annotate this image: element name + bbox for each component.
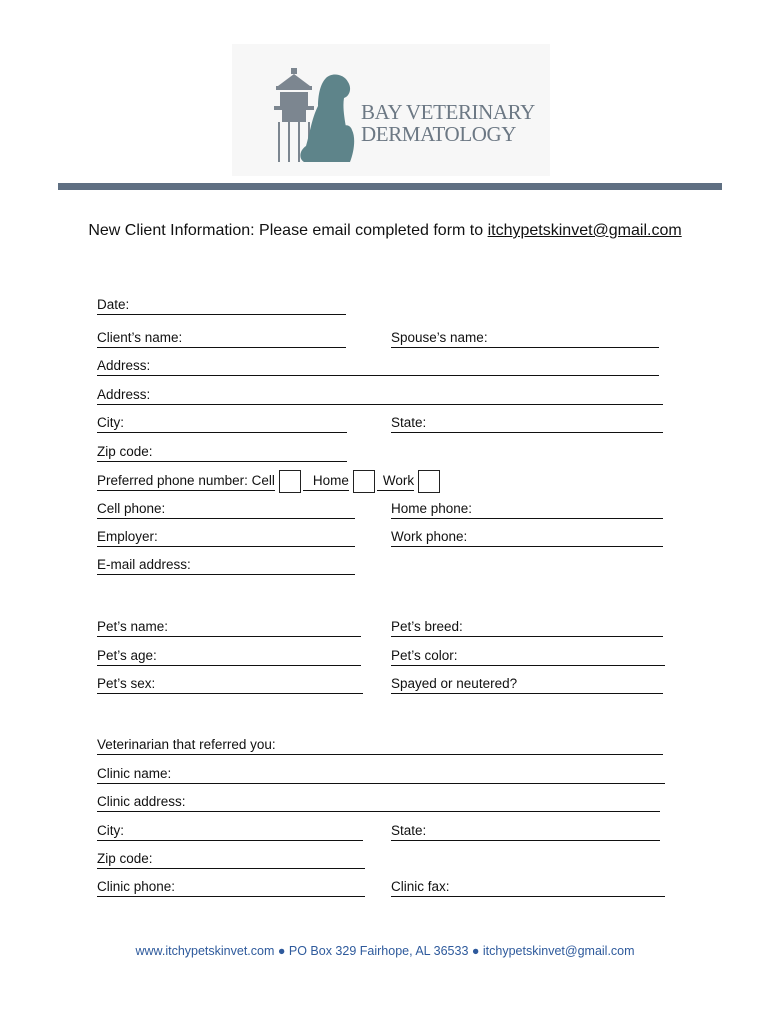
header-divider	[58, 183, 722, 190]
title-email-link[interactable]: itchypetskinvet@gmail.com	[487, 222, 682, 239]
home-checkbox[interactable]	[353, 470, 375, 493]
clinic-zip-field[interactable]: Zip code:	[97, 851, 365, 869]
clinic-state-field[interactable]: State:	[391, 823, 660, 841]
home-phone-field[interactable]: Home phone:	[391, 501, 663, 519]
clients-name-field[interactable]: Client’s name:	[97, 330, 346, 348]
clinic-address-field[interactable]: Clinic address:	[97, 794, 660, 812]
address-2-field[interactable]: Address:	[97, 387, 663, 405]
clinic-fax-field[interactable]: Clinic fax:	[391, 879, 665, 897]
referring-vet-field[interactable]: Veterinarian that referred you:	[97, 737, 663, 755]
clinic-city-field[interactable]: City:	[97, 823, 363, 841]
clinic-phone-field[interactable]: Clinic phone:	[97, 879, 365, 897]
cell-checkbox[interactable]	[279, 470, 301, 493]
logo-wordmark	[361, 101, 535, 145]
pet-breed-field[interactable]: Pet’s breed:	[391, 619, 663, 637]
page-title	[0, 222, 770, 240]
spayed-neutered-field[interactable]: Spayed or neutered?	[391, 676, 663, 694]
footer-contact: www.itchypetskinvet.com ● PO Box 329 Fairhope, AL 36533 ● itchypetskinvet@gmail.com	[135, 944, 635, 958]
work-checkbox[interactable]	[418, 470, 440, 493]
preferred-phone-row	[97, 470, 442, 491]
logo-line-1: BAY VETERINARY	[361, 100, 535, 124]
logo-line-2: DERMATOLOGY	[361, 122, 517, 146]
city-field[interactable]: City:	[97, 415, 347, 433]
home-label: Home	[303, 473, 349, 491]
pet-color-field[interactable]: Pet’s color:	[391, 648, 665, 666]
state-field[interactable]: State:	[391, 415, 663, 433]
pet-sex-field[interactable]: Pet’s sex:	[97, 676, 363, 694]
work-label: Work	[377, 473, 414, 491]
pet-age-field[interactable]: Pet’s age:	[97, 648, 361, 666]
clinic-name-field[interactable]: Clinic name:	[97, 766, 665, 784]
employer-field[interactable]: Employer:	[97, 529, 355, 547]
date-field[interactable]: Date:	[97, 297, 346, 315]
zip-code-field[interactable]: Zip code:	[97, 444, 347, 462]
logo-icon	[270, 66, 360, 166]
title-text: New Client Information: Please email completed form to	[88, 222, 488, 239]
work-phone-field[interactable]: Work phone:	[391, 529, 663, 547]
pet-name-field[interactable]: Pet’s name:	[97, 619, 361, 637]
preferred-phone-label: Preferred phone number: Cell	[97, 473, 275, 491]
address-1-field[interactable]: Address:	[97, 358, 659, 376]
spouses-name-field[interactable]: Spouse’s name:	[391, 330, 659, 348]
cell-phone-field[interactable]: Cell phone:	[97, 501, 355, 519]
email-field[interactable]: E-mail address:	[97, 557, 355, 575]
